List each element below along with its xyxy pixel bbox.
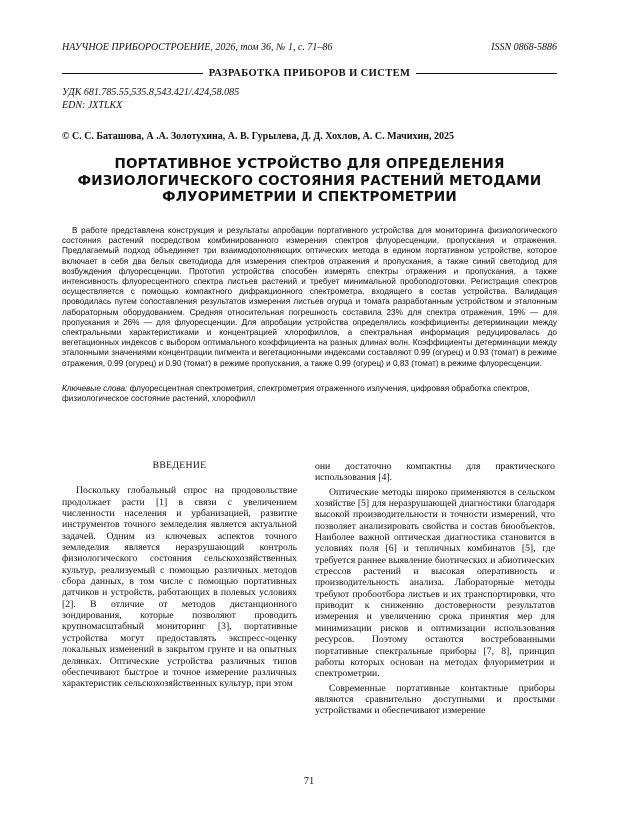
- issn: ISSN 0868-5886: [491, 42, 557, 53]
- running-head: [62, 42, 557, 53]
- section-title: РАЗРАБОТКА ПРИБОРОВ И СИСТЕМ: [208, 67, 411, 79]
- title-line: ФИЗИОЛОГИЧЕСКОГО СОСТОЯНИЯ РАСТЕНИЙ МЕТОДАМИ: [77, 172, 542, 189]
- section-heading-introduction: ВВЕДЕНИЕ: [152, 460, 207, 471]
- page-number: 71: [303, 776, 315, 787]
- body-column-right: [315, 461, 555, 717]
- paragraph: Поскольку глобальный спрос на продовольствие продолжает расти [1] в связи с увеличением численности населения и урбанизацией, развитие инструментов точного земледелия является актуальной задачей. Одним из ключевых аспектов точного земледелия является неразрушающий контроль физиологического состояния сельскохозяйственных культур, реализуемый с помощью различных методов сбора данных, в том числе с помощью портативных датчиков и устройств, работающих в полевых условиях [2]. В отличие от методов дистанционного зондирования, которые позволяют проводить крупномасштабный мониторинг [3], портативные устройства могут предоставлять экспресс-оценку локальных изменений в закрытом грунте и на опытных делянках. Оптические устройства различных типов обеспечивают быстрое и точное измерение различных характеристик сельскохозяйственных культур, при этом: [62, 485, 297, 690]
- udk-code: УДК 681.785.55,535.8,543.421/.424,58.085: [62, 87, 240, 98]
- journal-citation: НАУЧНОЕ ПРИБОРОСТРОЕНИЕ, 2026, том 36, № 1, с. 71–86: [62, 42, 333, 53]
- author-list: © С. С. Баташова, А .А. Золотухина, А. В. Гурылева, Д. Д. Хохлов, А. С. Мачихин, 2025: [62, 131, 455, 142]
- paragraph: Оптические методы широко применяются в сельском хозяйстве [5] для неразрушающей диагностики благодаря высокой производительности и точности измерений, что позволяет анализировать свойства и состав биообъектов. Наиболее важной оптическая диагностика становится в условиях поля [6] и тепличных комбинатов [5], где требуется раннее выявление биотических и абиотических стрессов растений и высокая оперативность и производительность анализа. Лабораторные методы требуют пробоотбора листьев и их транспортировки, что приводит к снижению достоверности результатов измерения и увеличению срока принятия мер для минимизации рисков и оптимизации использования ресурсов. Поэтому остаются востребованными портативные спектральные приборы [7, 8], принцип работы которых основан на методах флуориметрии и спектрометрии.: [315, 486, 555, 680]
- abstract: В работе представлена конструкция и результаты апробации портативного устройства для мониторинга физиологического состояния растений посредством комбинированного измерения спектров флуоресценции, пропускания и отражения. Предлагаемый подход объединяет три взаимодополняющих оптических метода в едином портативном устройстве, которое включает в себя два белых светодиода для измерения спектров отражения и пропускания, а также синий светодиод для возбуждения флуоресценции. Прототип устройства способен измерять спектры отражения и пропускания, а также интенсивность флуоресцентного спектра листьев растений и требует минимальной пробоподготовки. Регистрация спектров осуществляется с помощью компактного дифракционного спектрометра, входящего в состав устройства. Валидация проводилась путем сопоставления результатов измерения листьев огурца и томата разработанным устройством и эталонным лабораторным оборудованием. Средняя относительная погрешность составила 23% для спектра отражения, 19% — для пропускания и 26% — для флуоресценции. Для апробации устройства определялись коэффициенты детерминации между спектральными характеристиками и концентрацией хлорофиллов, а спектральная информация редуцировалась до вегетационных индексов с выбором оптимального коэффициента на разных длинах волн. Коэффициенты детерминации между эталонными значениями концентрации пигмента и вегетационными индексами составляют 0.99 (огурец) и 0.93 (томат) в режиме отражения, 0.99 (огурец) и 0.90 (томат) в режиме пропускания, а также 0.99 (огурец) и 0,83 (томат) в режиме флуоресценции.: [62, 226, 557, 368]
- section-banner: [62, 66, 557, 80]
- section-rule-left: [62, 73, 203, 74]
- title-line: ФЛУОРИМЕТРИИ И СПЕКТРОМЕТРИИ: [162, 189, 457, 205]
- edn-code: EDN: JXTLKX: [62, 100, 123, 111]
- paragraph: Современные портативные контактные приборы являются сравнительно доступными и простыми устройствами и обеспечивают измерение: [315, 682, 555, 717]
- keywords: [62, 384, 557, 405]
- article-meta: [62, 86, 239, 112]
- keywords-text: флуоресцентная спектрометрия, спектрометрия отраженного излучения, цифровая обработка спектров, физиологическое состояние растений, хлорофилл: [62, 384, 530, 404]
- title-line: ПОРТАТИВНОЕ УСТРОЙСТВО ДЛЯ ОПРЕДЕЛЕНИЯ: [114, 156, 505, 172]
- keywords-label: Ключевые слова:: [62, 384, 128, 393]
- article-title: [62, 156, 557, 206]
- section-rule-right: [416, 73, 557, 74]
- paragraph: они достаточно компактны для практического использования [4].: [315, 461, 555, 484]
- body-column-left: [62, 460, 297, 690]
